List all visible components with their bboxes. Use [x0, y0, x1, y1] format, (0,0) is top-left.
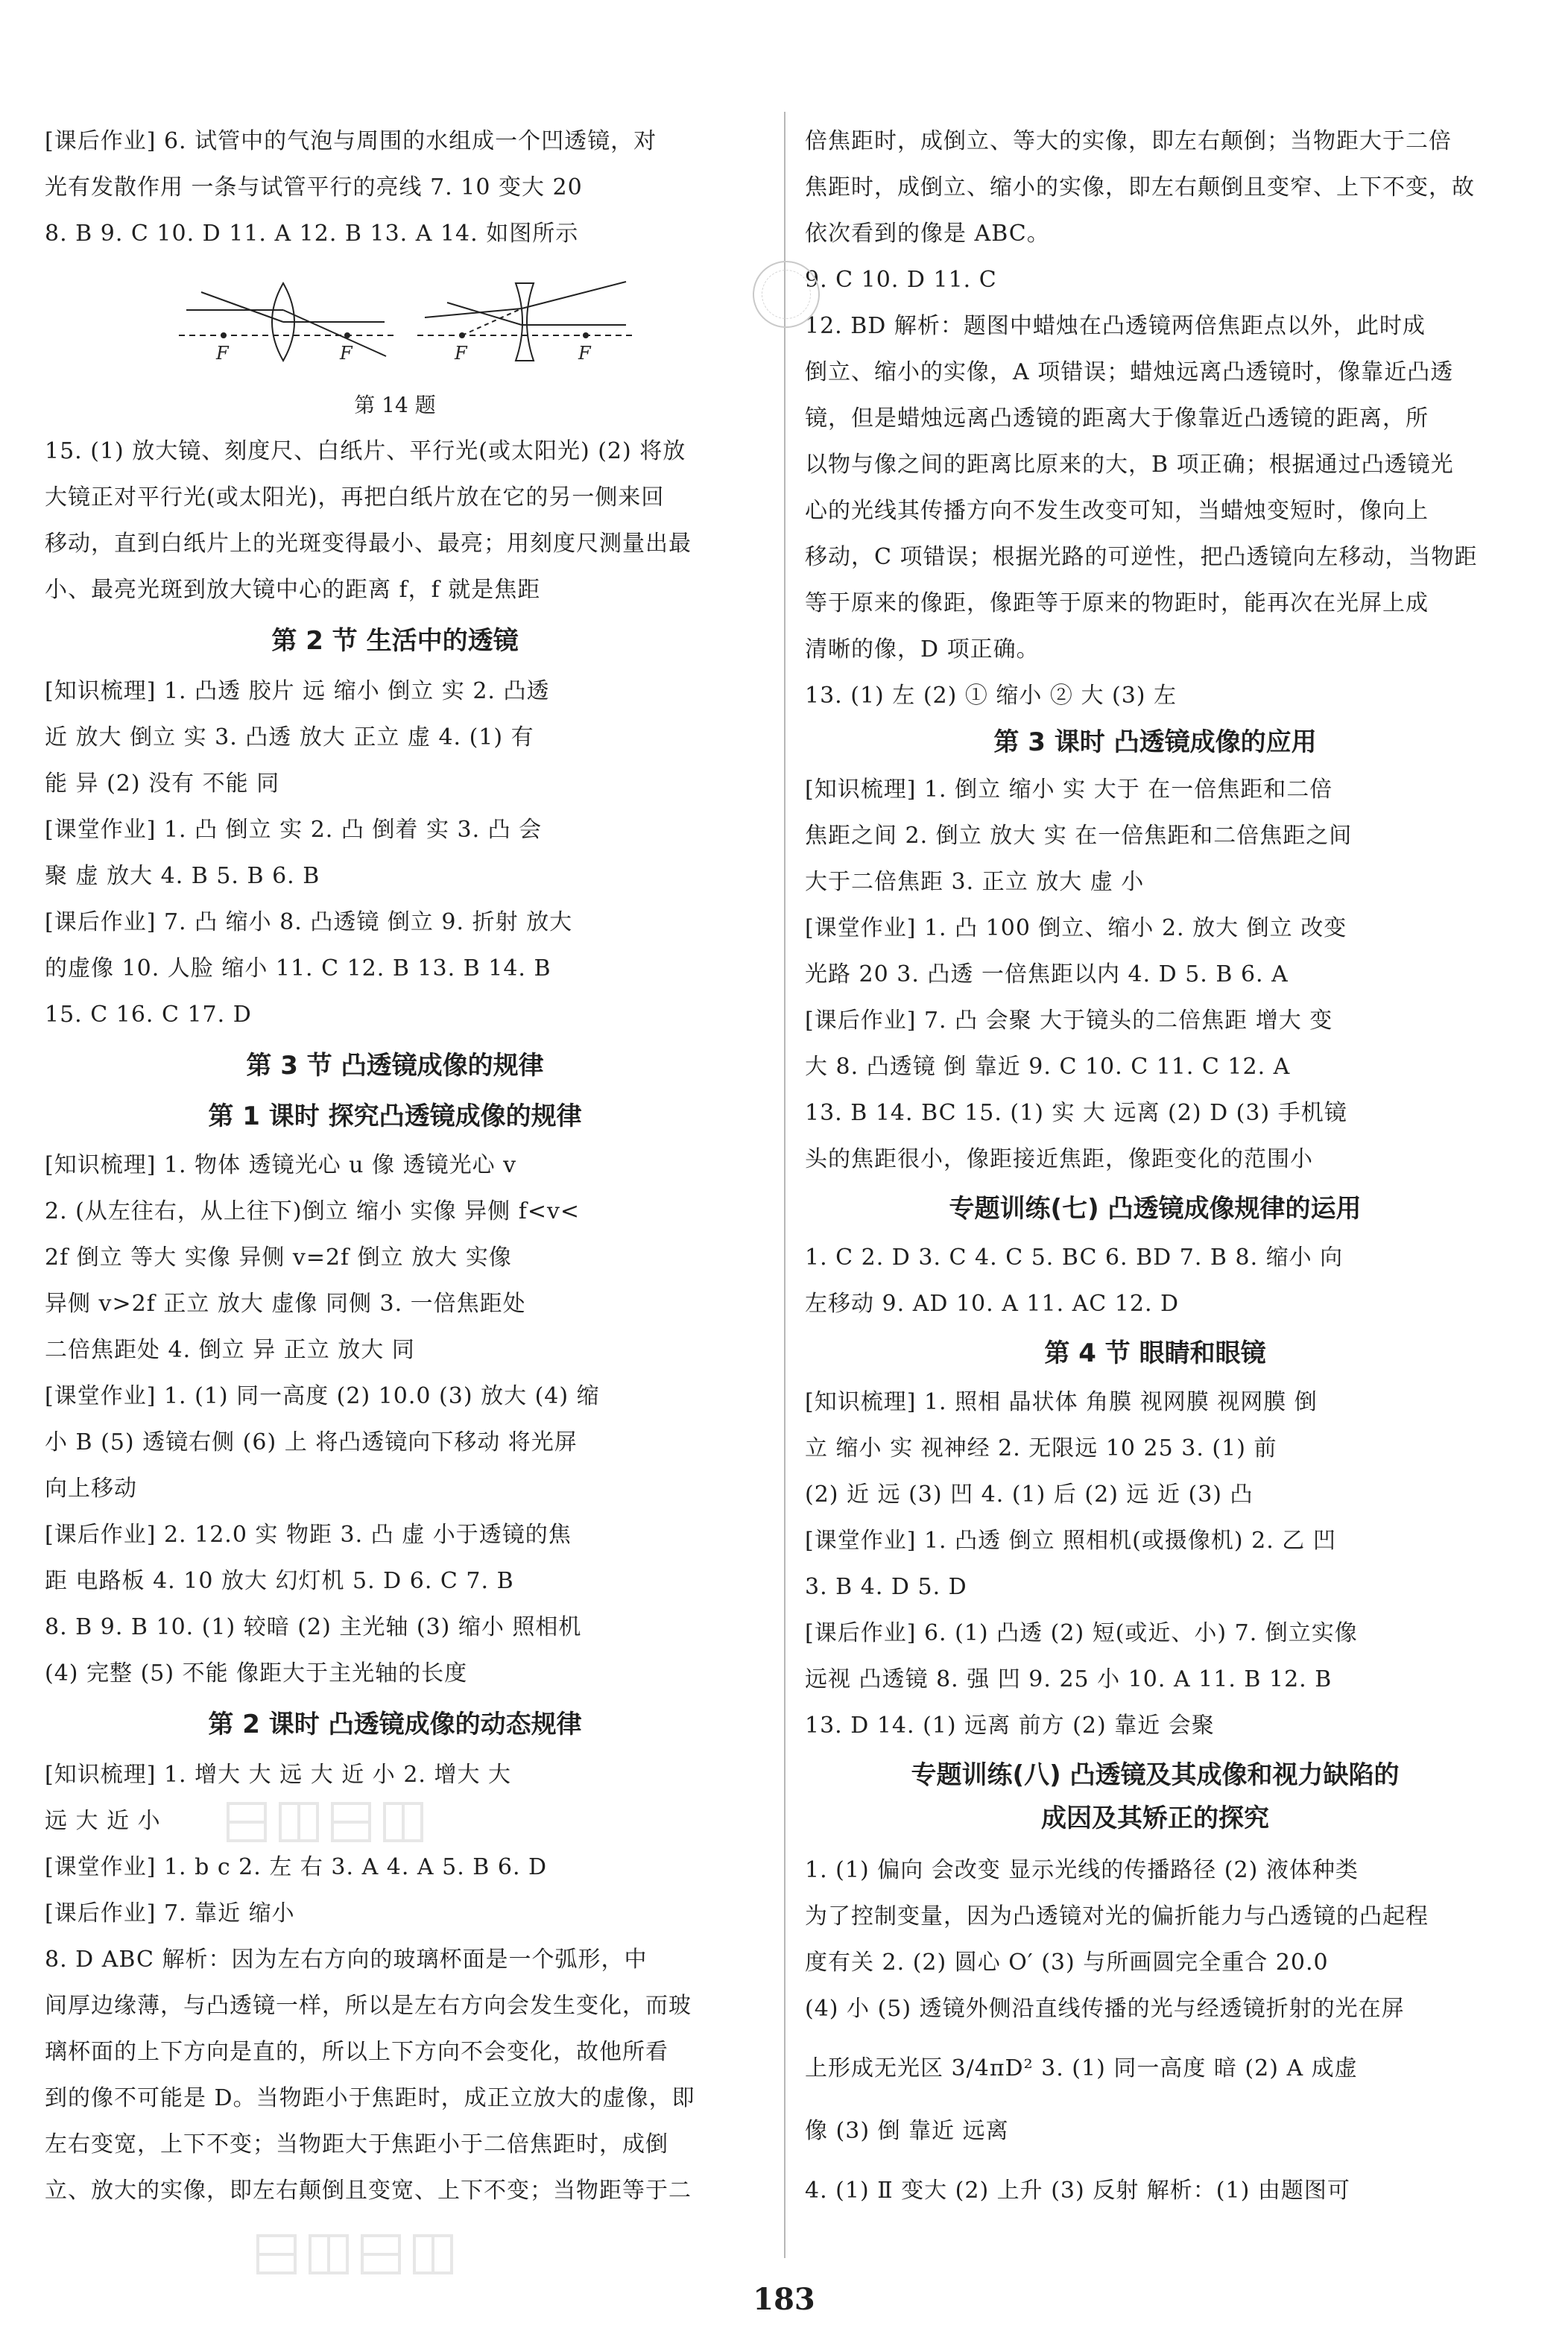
- text-line: 9. C 10. D 11. C: [805, 267, 997, 293]
- text-line: 8. D ABC 解析：因为左右方向的玻璃杯面是一个弧形，中: [45, 1947, 648, 1973]
- section-heading: 专题训练(八) 凸透镜及其成像和视力缺陷的: [911, 1760, 1400, 1790]
- focus-point: [583, 332, 589, 338]
- concave-lens: [516, 283, 534, 361]
- lesson-heading: 第 3 课时 凸透镜成像的应用: [993, 727, 1317, 757]
- text-line: [课后作业] 7. 靠近 缩小: [45, 1900, 295, 1926]
- figure-caption: 第 14 题: [354, 393, 436, 417]
- text-line: 到的像不可能是 D。当物距小于焦距时，成正立放大的虚像，即: [45, 2085, 695, 2111]
- lens-ray-diagram: [179, 277, 633, 367]
- text-line: 小 B (5) 透镜右侧 (6) 上 将凸透镜向下移动 将光屏: [45, 1429, 578, 1455]
- text-line: [课后作业] 6. 试管中的气泡与周围的水组成一个凹透镜，对: [45, 128, 657, 154]
- text-line: [课堂作业] 1. b c 2. 左 右 3. A 4. A 5. B 6. D: [45, 1854, 548, 1880]
- text-line: 璃杯面的上下方向是直的，所以上下方向不会变化，故他所看: [45, 2039, 668, 2065]
- text-line: 上形成无光区 3/4πD² 3. (1) 同一高度 暗 (2) A 成虚: [805, 2055, 1358, 2081]
- text-line: 向上移动: [45, 1476, 137, 1502]
- text-line: 为了控制变量，因为凸透镜对光的偏折能力与凸透镜的凸起程: [805, 1903, 1429, 1929]
- text-line: [知识梳理] 1. 凸透 胶片 远 缩小 倒立 实 2. 凸透: [45, 678, 550, 704]
- focus-point: [344, 332, 350, 338]
- text-line: 二倍焦距处 4. 倒立 异 正立 放大 同: [45, 1337, 415, 1363]
- text-line: 13. D 14. (1) 远离 前方 (2) 靠近 会聚: [805, 1713, 1215, 1739]
- text-line: [课堂作业] 1. 凸 100 倒立、缩小 2. 放大 倒立 改变: [805, 915, 1347, 941]
- focus-point: [221, 332, 227, 338]
- text-line: 大 8. 凸透镜 倒 靠近 9. C 10. C 11. C 12. A: [805, 1054, 1291, 1080]
- text-line: [知识梳理] 1. 照相 晶状体 角膜 视网膜 视网膜 倒: [805, 1389, 1318, 1415]
- text-line: [知识梳理] 1. 增大 大 远 大 近 小 2. 增大 大: [45, 1762, 512, 1788]
- refracted-ray: [522, 282, 626, 309]
- section-heading: 成因及其矫正的探究: [1041, 1803, 1269, 1833]
- text-line: 头的焦距很小，像距接近焦距，像距变化的范围小: [805, 1146, 1313, 1172]
- text-line: 2. (从左往右，从上往下)倒立 缩小 实像 异侧 f<v<: [45, 1198, 581, 1224]
- text-line: (4) 完整 (5) 不能 像距大于主光轴的长度: [45, 1660, 468, 1686]
- text-line: 移动，C 项错误；根据光路的可逆性，把凸透镜向左移动，当物距: [805, 544, 1478, 570]
- section-heading: 第 2 节 生活中的透镜: [271, 626, 519, 656]
- text-line: (2) 近 远 (3) 凹 4. (1) 后 (2) 远 近 (3) 凸: [805, 1482, 1254, 1508]
- text-line: 8. B 9. B 10. (1) 较暗 (2) 主光轴 (3) 缩小 照相机: [45, 1614, 582, 1640]
- text-line: 2f 倒立 等大 实像 异侧 v=2f 倒立 放大 实像: [45, 1245, 512, 1271]
- lesson-heading: 第 1 课时 探究凸透镜成像的规律: [208, 1101, 582, 1131]
- text-line: 12. BD 解析：题图中蜡烛在凸透镜两倍焦距点以外，此时成: [805, 313, 1426, 339]
- text-line: 度有关 2. (2) 圆心 O′ (3) 与所画圆完全重合 20.0: [805, 1950, 1329, 1976]
- text-line: 15. (1) 放大镜、刻度尺、白纸片、平行光(或太阳光) (2) 将放: [45, 438, 686, 464]
- section-heading: 第 4 节 眼睛和眼镜: [1044, 1338, 1266, 1368]
- text-line: 距 电路板 4. 10 放大 幻灯机 5. D 6. C 7. B: [45, 1568, 514, 1594]
- text-line: 的虚像 10. 人脸 缩小 11. C 12. B 13. B 14. B: [45, 955, 551, 981]
- page-number: 183: [753, 2282, 815, 2317]
- text-line: [课后作业] 7. 凸 会聚 大于镜头的二倍焦距 增大 变: [805, 1008, 1333, 1034]
- watermark-logo: [224, 1796, 432, 1848]
- focus-label: F: [455, 343, 467, 364]
- text-line: [课后作业] 7. 凸 缩小 8. 凸透镜 倒立 9. 折射 放大: [45, 909, 573, 935]
- text-line: 1. C 2. D 3. C 4. C 5. BC 6. BD 7. B 8. 缩小 向: [805, 1245, 1344, 1271]
- text-line: 立、放大的实像，即左右颠倒且变宽、上下不变；当物距等于二: [45, 2178, 692, 2204]
- text-line: 清晰的像，D 项正确。: [805, 636, 1040, 663]
- text-line: [知识梳理] 1. 倒立 缩小 实 大于 在一倍焦距和二倍: [805, 777, 1333, 803]
- text-line: 左右变宽，上下不变；当物距大于焦距小于二倍焦距时，成倒: [45, 2131, 668, 2157]
- text-line: 焦距时，成倒立、缩小的实像，即左右颠倒且变窄、上下不变，故: [805, 174, 1475, 200]
- text-line: [知识梳理] 1. 物体 透镜光心 u 像 透镜光心 v: [45, 1152, 517, 1178]
- text-line: 左移动 9. AD 10. A 11. AC 12. D: [805, 1291, 1180, 1317]
- text-line: 聚 虚 放大 4. B 5. B 6. B: [45, 863, 320, 889]
- text-line: 4. (1) Ⅱ 变大 (2) 上升 (3) 反射 解析：(1) 由题图可: [805, 2178, 1350, 2204]
- text-line: 小、最亮光斑到放大镜中心的距离 f，f 就是焦距: [45, 577, 541, 603]
- section-heading: 专题训练(七) 凸透镜成像规律的运用: [949, 1194, 1362, 1224]
- column-divider: [784, 112, 785, 2258]
- text-line: 以物与像之间的距离比原来的大，B 项正确；根据通过凸透镜光: [805, 452, 1454, 478]
- text-line: 立 缩小 实 视神经 2. 无限远 10 25 3. (1) 前: [805, 1435, 1277, 1461]
- text-line: 15. C 16. C 17. D: [45, 1002, 252, 1028]
- text-line: [课堂作业] 1. 凸透 倒立 照相机(或摄像机) 2. 乙 凹: [805, 1528, 1336, 1554]
- text-line: 镜，但是蜡烛远离凸透镜的距离大于像靠近凸透镜的距离，所: [805, 405, 1429, 431]
- text-line: [课堂作业] 1. (1) 同一高度 (2) 10.0 (3) 放大 (4) 缩: [45, 1383, 600, 1409]
- text-line: 13. B 14. BC 15. (1) 实 大 远离 (2) D (3) 手机镜: [805, 1100, 1347, 1126]
- text-line: 近 放大 倒立 实 3. 凸透 放大 正立 虚 4. (1) 有: [45, 724, 534, 750]
- text-line: 像 (3) 倒 靠近 远离: [805, 2118, 1009, 2144]
- text-line: 1. (1) 偏向 会改变 显示光线的传播路径 (2) 液体种类: [805, 1857, 1359, 1883]
- text-line: 大镜正对平行光(或太阳光)，再把白纸片放在它的另一侧来回: [45, 484, 665, 510]
- watermark-logo: [253, 2228, 462, 2280]
- text-line: 依次看到的像是 ABC。: [805, 221, 1050, 247]
- text-line: 13. (1) 左 (2) ① 缩小 ② 大 (3) 左: [805, 683, 1177, 709]
- text-line: 3. B 4. D 5. D: [805, 1574, 967, 1600]
- text-line: 焦距之间 2. 倒立 放大 实 在一倍焦距和二倍焦距之间: [805, 823, 1353, 849]
- section-heading: 第 3 节 凸透镜成像的规律: [246, 1051, 544, 1081]
- text-line: 心的光线其传播方向不发生改变可知，当蜡烛变短时，像向上: [805, 498, 1429, 524]
- text-line: 远 大 近 小: [45, 1808, 161, 1834]
- focus-point: [459, 332, 465, 338]
- lesson-heading: 第 2 课时 凸透镜成像的动态规律: [208, 1710, 582, 1739]
- text-line: (4) 小 (5) 透镜外侧沿直线传播的光与经透镜折射的光在屏: [805, 1996, 1405, 2022]
- text-line: [课后作业] 2. 12.0 实 物距 3. 凸 虚 小于透镜的焦: [45, 1522, 572, 1548]
- text-line: 远视 凸透镜 8. 强 凹 9. 25 小 10. A 11. B 12. B: [805, 1666, 1333, 1692]
- text-line: 能 异 (2) 没有 不能 同: [45, 771, 280, 797]
- focus-label: F: [216, 343, 229, 364]
- text-line: 间厚边缘薄，与凸透镜一样，所以是左右方向会发生变化，而玻: [45, 1993, 692, 2019]
- text-line: 异侧 v>2f 正立 放大 虚像 同侧 3. 一倍焦距处: [45, 1291, 526, 1317]
- focus-label: F: [340, 343, 353, 364]
- text-line: 8. B 9. C 10. D 11. A 12. B 13. A 14. 如图所示: [45, 221, 579, 247]
- text-line: 大于二倍焦距 3. 正立 放大 虚 小: [805, 869, 1145, 895]
- incident-ray: [201, 292, 283, 322]
- text-line: 倒立、缩小的实像，A 项错误；蜡烛远离凸透镜时，像靠近凸透: [805, 359, 1454, 385]
- text-line: 光有发散作用 一条与试管平行的亮线 7. 10 变大 20: [45, 174, 583, 200]
- text-line: 光路 20 3. 凸透 一倍焦距以内 4. D 5. B 6. A: [805, 961, 1289, 987]
- refracted-ray: [283, 310, 386, 356]
- focus-label: F: [578, 343, 591, 364]
- text-line: 移动，直到白纸片上的光斑变得最小、最亮；用刻度尺测量出最: [45, 531, 692, 557]
- text-line: [课堂作业] 1. 凸 倒立 实 2. 凸 倒着 实 3. 凸 会: [45, 817, 543, 843]
- text-line: [课后作业] 6. (1) 凸透 (2) 短(或近、小) 7. 倒立实像: [805, 1620, 1358, 1646]
- text-line: 倍焦距时，成倒立、等大的实像，即左右颠倒；当物距大于二倍: [805, 128, 1452, 154]
- text-line: 等于原来的像距，像距等于原来的物距时，能再次在光屏上成: [805, 590, 1429, 616]
